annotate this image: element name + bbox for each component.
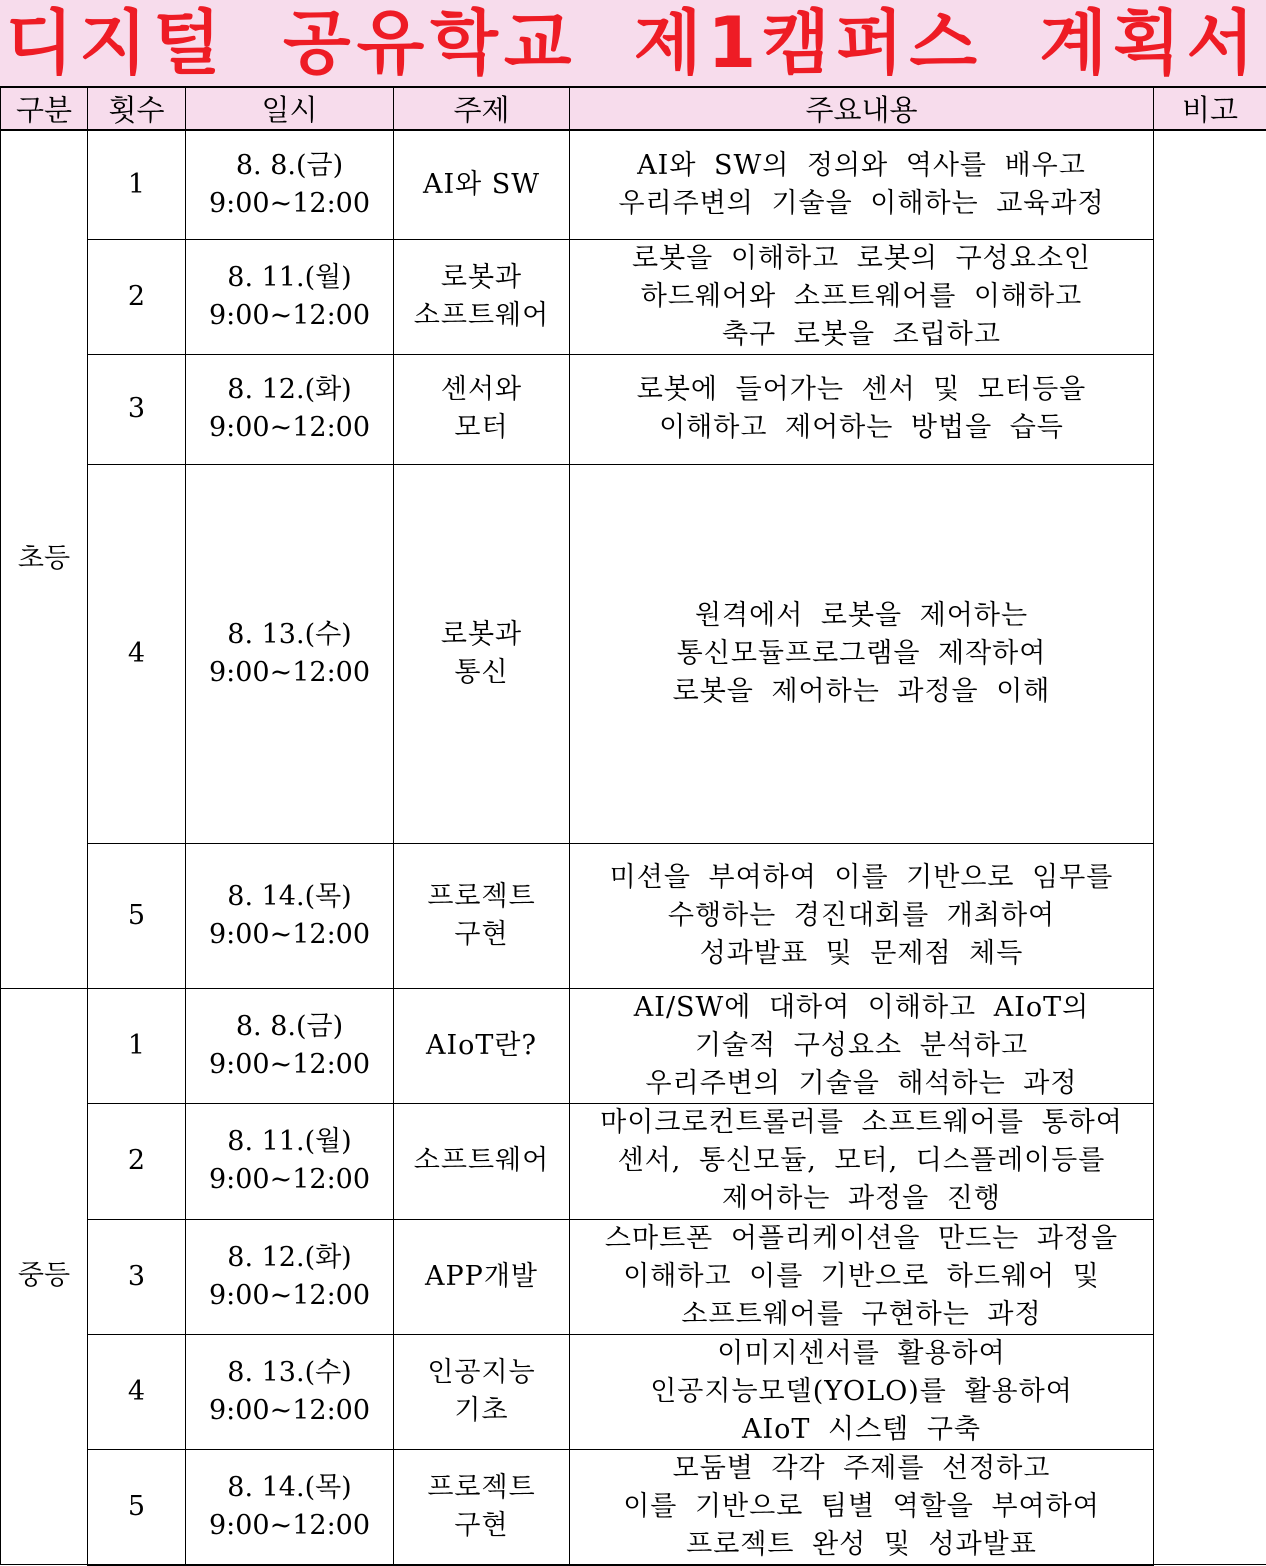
table-row [1, 354, 1266, 464]
content-line: 성과발표 및 문제점 체득 [570, 935, 1153, 973]
topic-cell [394, 843, 570, 988]
topic-line: 로봇과 [394, 616, 569, 654]
date-cell [186, 843, 394, 988]
content-cell [570, 464, 1154, 843]
header-row [1, 87, 1266, 130]
topic-line: 프로젝트 [394, 1469, 569, 1507]
topic-line: AI와 SW [394, 166, 569, 204]
content-line: 원격에서 로봇을 제어하는 [570, 597, 1153, 635]
header-category: 구분 [1, 87, 88, 130]
topic-line: 로봇과 [394, 259, 569, 297]
content-line: 우리주변의 기술을 이해하는 교육과정 [570, 185, 1153, 223]
table-row [1, 1103, 1266, 1219]
content-line: 이해하고 제어하는 방법을 습득 [570, 409, 1153, 447]
content-line: 이해하고 이를 기반으로 하드웨어 및 [570, 1258, 1153, 1296]
date-cell [186, 130, 394, 239]
session-date: 8. 14.(목) [186, 1469, 393, 1507]
content-line: 이를 기반으로 팀별 역할을 부여하여 [570, 1488, 1153, 1526]
content-line: 로봇을 이해하고 로봇의 구성요소인 [570, 240, 1153, 278]
content-line: 우리주변의 기술을 해석하는 과정 [570, 1065, 1153, 1103]
session-date: 8. 12.(화) [186, 1239, 393, 1277]
remark-cell [1154, 130, 1266, 1565]
content-line: 수행하는 경진대회를 개최하여 [570, 897, 1153, 935]
content-cell [570, 988, 1154, 1103]
session-cell: 2 [88, 1103, 186, 1219]
content-cell [570, 1103, 1154, 1219]
topic-cell [394, 1449, 570, 1565]
topic-cell [394, 464, 570, 843]
content-line: 제어하는 과정을 진행 [570, 1180, 1153, 1218]
topic-line: 구현 [394, 1507, 569, 1545]
header-remark: 비고 [1154, 87, 1266, 130]
session-time: 9:00~12:00 [186, 654, 393, 692]
header-content: 주요내용 [570, 87, 1154, 130]
session-time: 9:00~12:00 [186, 1507, 393, 1545]
title-banner [0, 0, 1266, 86]
category-cell: 초등 [1, 130, 88, 988]
table-row [1, 843, 1266, 988]
content-line: 인공지능모델(YOLO)를 활용하여 [570, 1373, 1153, 1411]
topic-line: 모터 [394, 409, 569, 447]
content-line: 스마트폰 어플리케이션을 만드는 과정을 [570, 1220, 1153, 1258]
topic-line: 기초 [394, 1392, 569, 1430]
session-cell: 5 [88, 1449, 186, 1565]
content-line: 마이크로컨트롤러를 소프트웨어를 통하여 [570, 1104, 1153, 1142]
session-date: 8. 12.(화) [186, 371, 393, 409]
content-line: 모둠별 각각 주제를 선정하고 [570, 1450, 1153, 1488]
date-cell [186, 239, 394, 354]
session-cell: 2 [88, 239, 186, 354]
content-line: 통신모듈프로그램을 제작하여 [570, 635, 1153, 673]
content-line: 소프트웨어를 구현하는 과정 [570, 1296, 1153, 1334]
content-line: 로봇을 제어하는 과정을 이해 [570, 673, 1153, 711]
content-cell [570, 843, 1154, 988]
session-date: 8. 11.(월) [186, 259, 393, 297]
content-cell [570, 130, 1154, 239]
topic-cell [394, 354, 570, 464]
topic-line: 통신 [394, 654, 569, 692]
content-line: 미션을 부여하여 이를 기반으로 임무를 [570, 859, 1153, 897]
content-line: AI/SW에 대하여 이해하고 AIoT의 [570, 989, 1153, 1027]
session-cell: 3 [88, 354, 186, 464]
table-row [1, 130, 1266, 239]
session-cell: 1 [88, 988, 186, 1103]
content-line: 센서, 통신모듈, 모터, 디스플레이등를 [570, 1142, 1153, 1180]
session-date: 8. 14.(목) [186, 878, 393, 916]
content-line: 하드웨어와 소프트웨어를 이해하고 [570, 278, 1153, 316]
topic-cell [394, 1219, 570, 1334]
session-date: 8. 13.(수) [186, 616, 393, 654]
session-time: 9:00~12:00 [186, 185, 393, 223]
content-line: 이미지센서를 활용하여 [570, 1335, 1153, 1373]
date-cell [186, 1449, 394, 1565]
date-cell [186, 1219, 394, 1334]
session-cell: 4 [88, 1334, 186, 1449]
session-cell: 4 [88, 464, 186, 843]
topic-line: AIoT란? [394, 1027, 569, 1065]
session-cell: 3 [88, 1219, 186, 1334]
topic-cell [394, 239, 570, 354]
session-time: 9:00~12:00 [186, 409, 393, 447]
content-line: AIoT 시스템 구축 [570, 1411, 1153, 1449]
date-cell [186, 354, 394, 464]
session-time: 9:00~12:00 [186, 297, 393, 335]
topic-cell [394, 1334, 570, 1449]
date-cell [186, 1103, 394, 1219]
content-line: 프로젝트 완성 및 성과발표 [570, 1526, 1153, 1564]
topic-line: 소프트웨어 [394, 1142, 569, 1180]
date-cell [186, 1334, 394, 1449]
session-date: 8. 13.(수) [186, 1354, 393, 1392]
table-row [1, 988, 1266, 1103]
topic-line: 구현 [394, 916, 569, 954]
table-row [1, 239, 1266, 354]
schedule-table [0, 86, 1266, 1566]
session-cell: 5 [88, 843, 186, 988]
session-time: 9:00~12:00 [186, 1046, 393, 1084]
content-line: 로봇에 들어가는 센서 및 모터등을 [570, 371, 1153, 409]
content-line: AI와 SW의 정의와 역사를 배우고 [570, 147, 1153, 185]
content-cell [570, 354, 1154, 464]
date-cell [186, 988, 394, 1103]
table-row [1, 464, 1266, 843]
content-line: 축구 로봇을 조립하고 [570, 316, 1153, 354]
header-date: 일시 [186, 87, 394, 130]
content-line: 기술적 구성요소 분석하고 [570, 1027, 1153, 1065]
topic-line: 인공지능 [394, 1354, 569, 1392]
topic-line: 프로젝트 [394, 878, 569, 916]
header-topic: 주제 [394, 87, 570, 130]
table-row [1, 1449, 1266, 1565]
content-cell [570, 239, 1154, 354]
content-cell [570, 1449, 1154, 1565]
topic-cell [394, 130, 570, 239]
session-date: 8. 8.(금) [186, 1008, 393, 1046]
table-row [1, 1219, 1266, 1334]
session-time: 9:00~12:00 [186, 1392, 393, 1430]
table-row [1, 1334, 1266, 1449]
session-time: 9:00~12:00 [186, 1277, 393, 1315]
topic-cell [394, 1103, 570, 1219]
session-date: 8. 11.(월) [186, 1123, 393, 1161]
session-cell: 1 [88, 130, 186, 239]
topic-cell [394, 988, 570, 1103]
session-time: 9:00~12:00 [186, 1161, 393, 1199]
content-cell [570, 1219, 1154, 1334]
content-cell [570, 1334, 1154, 1449]
session-date: 8. 8.(금) [186, 147, 393, 185]
header-session: 횟수 [88, 87, 186, 130]
session-time: 9:00~12:00 [186, 916, 393, 954]
topic-line: APP개발 [394, 1258, 569, 1296]
date-cell [186, 464, 394, 843]
topic-line: 소프트웨어 [394, 297, 569, 335]
category-cell: 중등 [1, 988, 88, 1565]
page-title: 디지털 공유학교 제1캠퍼스 계획서 [6, 8, 1261, 78]
topic-line: 센서와 [394, 371, 569, 409]
